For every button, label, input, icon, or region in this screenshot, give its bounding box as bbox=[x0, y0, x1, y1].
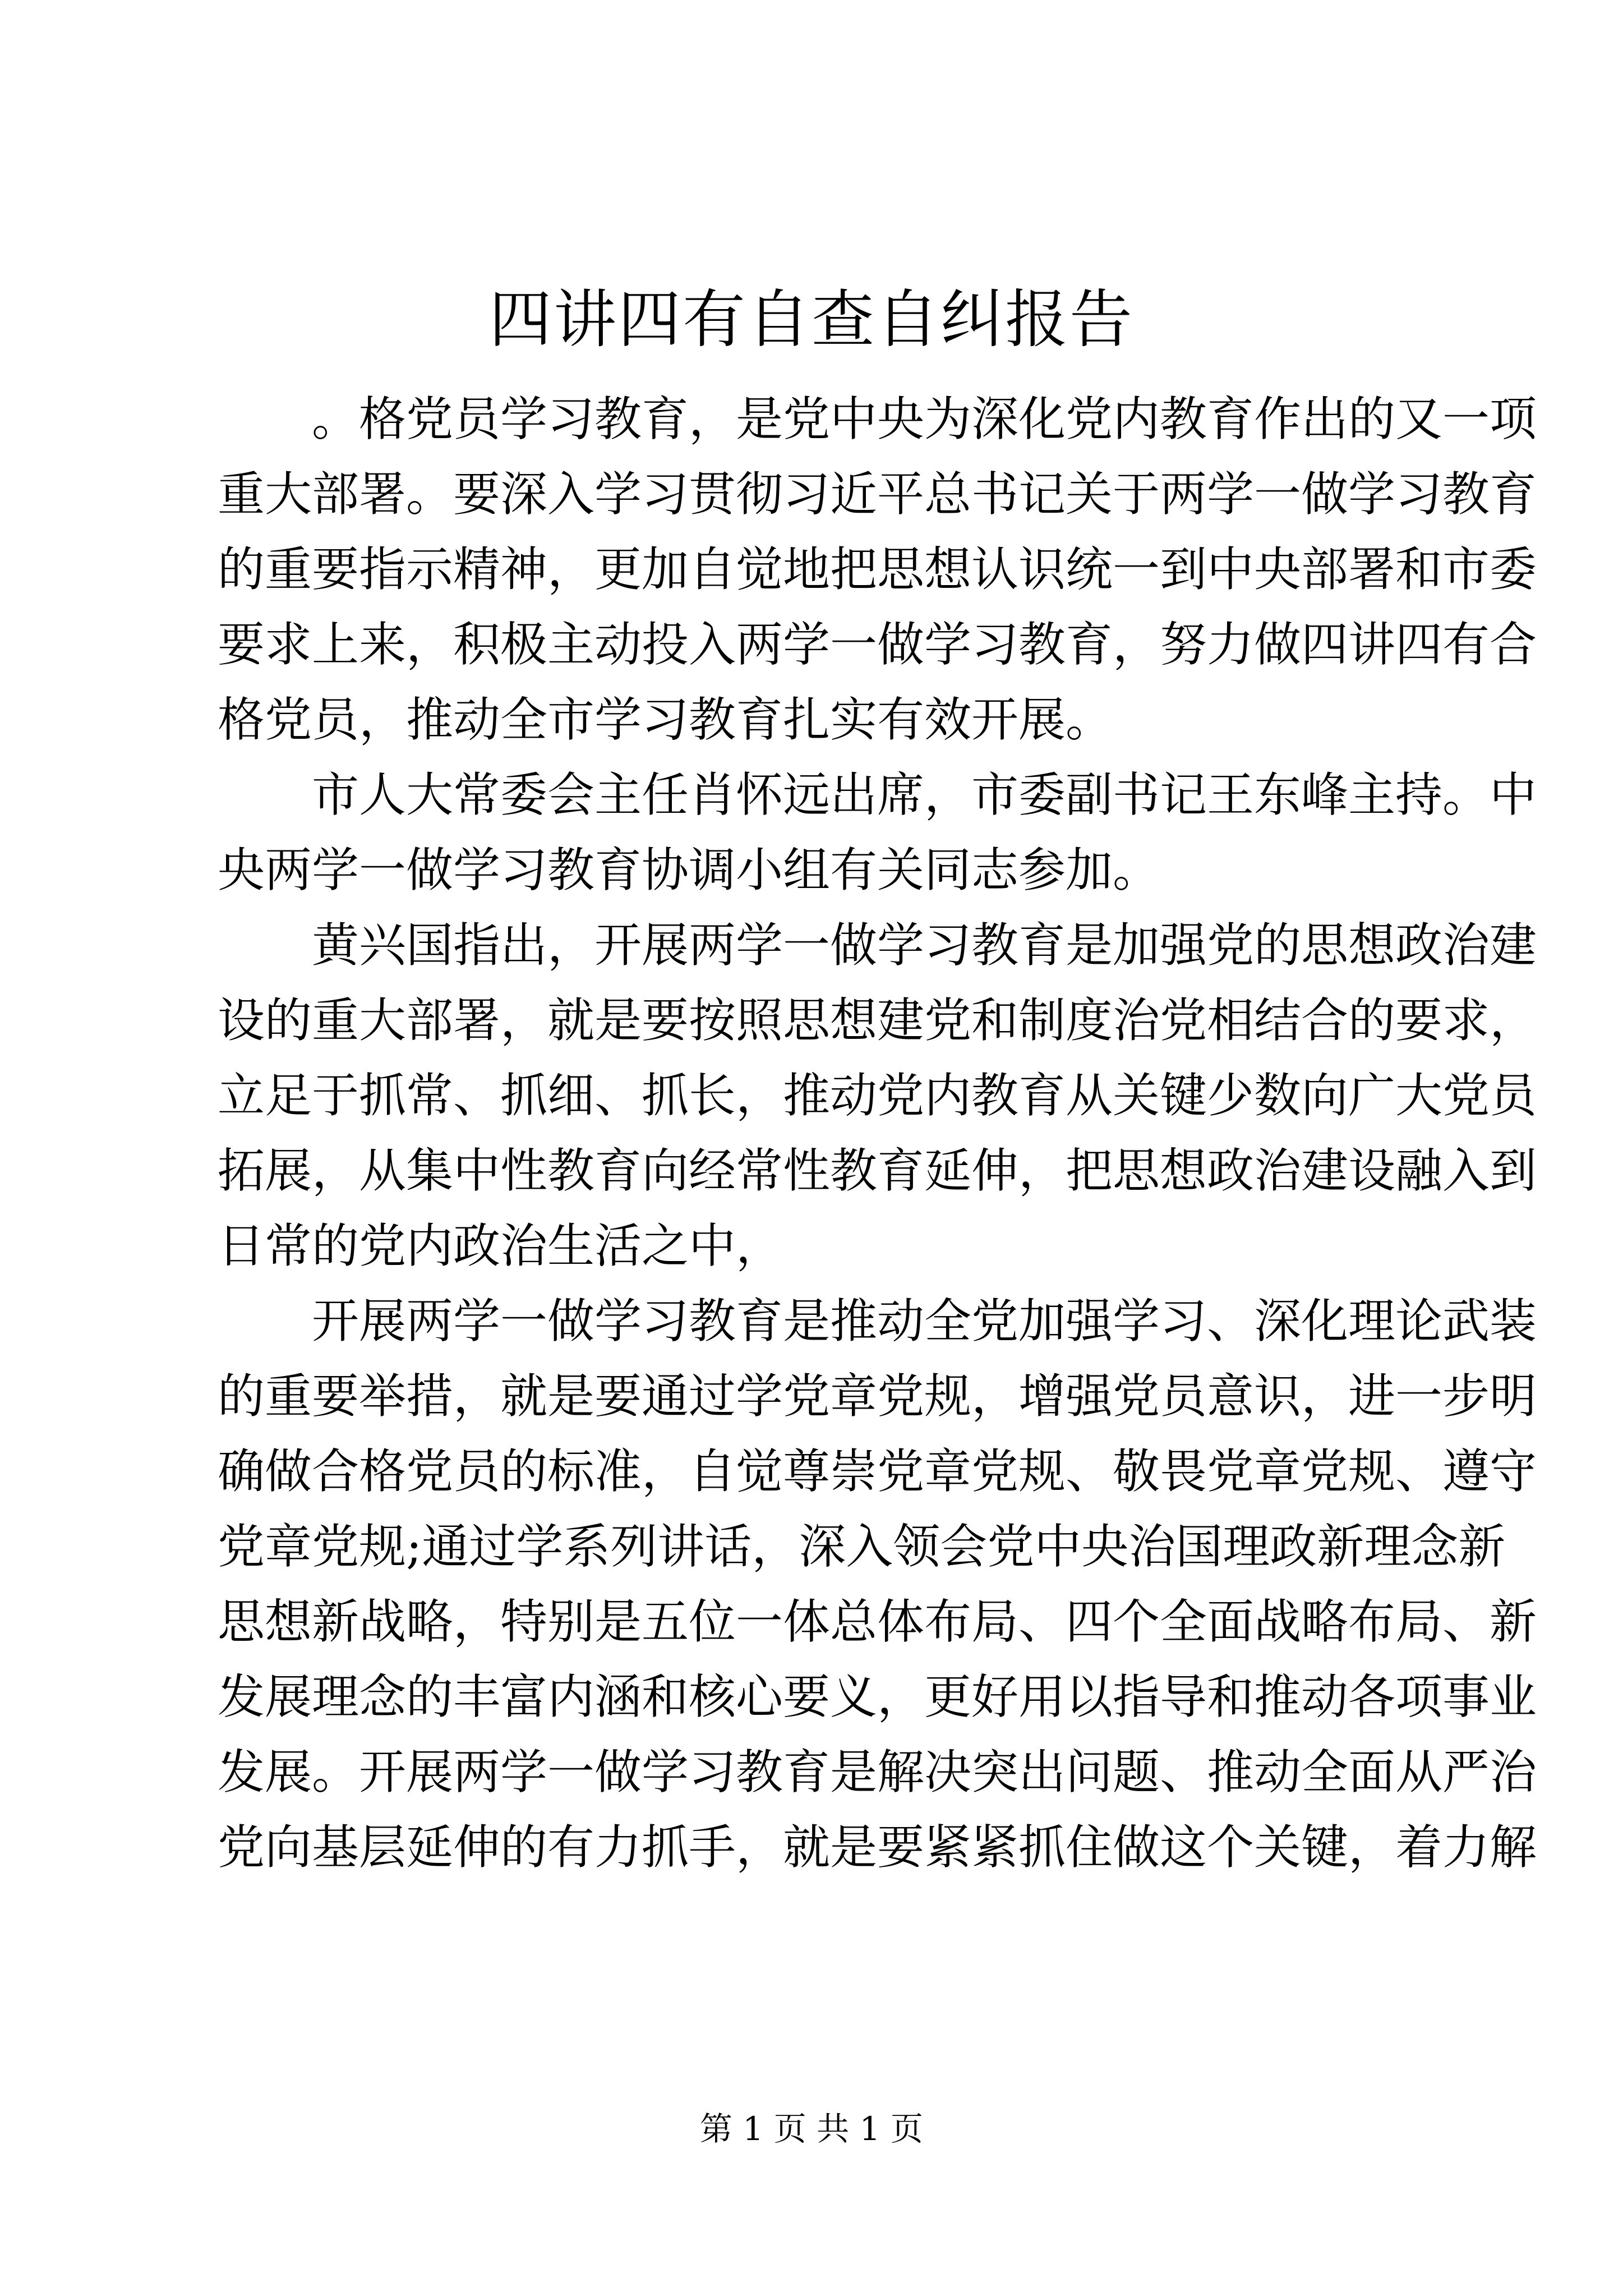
body-line: 。格党员学习教育，是党中央为深化党内教育作出的又一项 bbox=[218, 392, 1537, 447]
page-footer: 第 1 页 共 1 页 bbox=[700, 2110, 923, 2148]
body-line: 发展。开展两学一做学习教育是解决突出问题、推动全面从严治 bbox=[218, 1745, 1537, 1800]
body-line: 的重要举措，就是要通过学党章党规，增强党员意识，进一步明 bbox=[218, 1369, 1537, 1424]
body-line: 确做合格党员的标准，自觉尊崇党章党规、敬畏党章党规、遵守 bbox=[218, 1444, 1537, 1499]
document-body bbox=[218, 381, 1537, 1885]
body-line: 发展理念的丰富内涵和核心要义，更好用以指导和推动各项事业 bbox=[218, 1669, 1537, 1724]
body-line: 开展两学一做学习教育是推动全党加强学习、深化理论武装 bbox=[218, 1294, 1537, 1349]
body-line: 党章党规;通过学系列讲话，深入领会党中央治国理政新理念新 bbox=[218, 1519, 1506, 1574]
body-line: 的重要指示精神，更加自觉地把思想认识统一到中央部署和市委 bbox=[218, 542, 1537, 597]
body-line: 日常的党内政治生活之中， bbox=[218, 1218, 783, 1273]
document-title: 四讲四有自查自纠报告 bbox=[489, 283, 1134, 356]
body-line: 要求上来，积极主动投入两学一做学习教育，努力做四讲四有合 bbox=[218, 617, 1537, 672]
body-line: 党向基层延伸的有力抓手，就是要紧紧抓住做这个关键，着力解 bbox=[218, 1820, 1537, 1875]
body-line: 思想新战略，特别是五位一体总体布局、四个全面战略布局、新 bbox=[218, 1594, 1537, 1649]
body-line: 重大部署。要深入学习贯彻习近平总书记关于两学一做学习教育 bbox=[218, 467, 1537, 522]
body-line: 立足于抓常、抓细、抓长，推动党内教育从关键少数向广大党员 bbox=[218, 1068, 1537, 1123]
body-line: 市人大常委会主任肖怀远出席，市委副书记王东峰主持。中 bbox=[218, 767, 1537, 822]
body-line: 格党员，推动全市学习教育扎实有效开展。 bbox=[218, 692, 1113, 747]
body-line: 拓展，从集中性教育向经常性教育延伸，把思想政治建设融入到 bbox=[218, 1143, 1537, 1198]
body-line: 设的重大部署，就是要按照思想建党和制度治党相结合的要求， bbox=[218, 993, 1537, 1048]
body-line: 黄兴国指出，开展两学一做学习教育是加强党的思想政治建 bbox=[218, 918, 1537, 973]
body-line: 央两学一做学习教育协调小组有关同志参加。 bbox=[218, 843, 1160, 898]
